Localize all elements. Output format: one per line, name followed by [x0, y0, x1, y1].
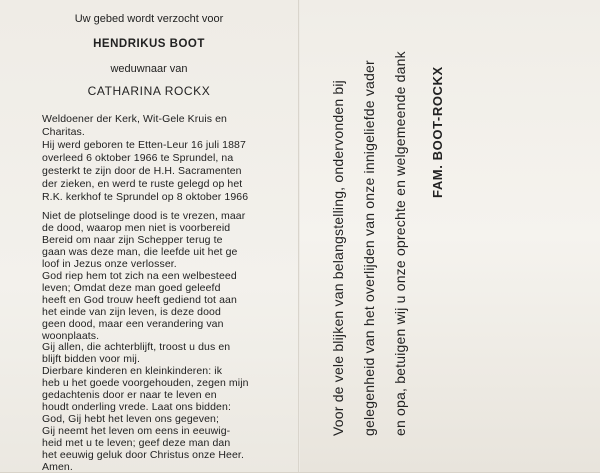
prayer-line: woonplaats. — [42, 329, 100, 342]
prayer-line: het einde van zijn leven, is deze dood — [42, 305, 221, 318]
prayer-line: het eeuwig geluk door Christus onze Heer. — [42, 449, 244, 462]
deceased-name: HENDRIKUS BOOT — [93, 38, 205, 50]
prayer-line: houdt onderling vrede. Laat ons bidden: — [42, 401, 231, 414]
prayer-line: geen dood, maar een verandering van — [42, 317, 224, 330]
bio-line: R.K. kerkhof te Sprundel op 8 oktober 1966 — [42, 191, 249, 203]
spouse-name: CATHARINA ROCKX — [87, 84, 211, 98]
thanks-block — [300, 0, 600, 472]
prayer-line: Dierbare kinderen en kleinkinderen: ik — [42, 365, 223, 378]
prayer-line: Bereid om naar zijn Schepper terug te — [42, 233, 223, 246]
left-page — [0, 0, 298, 472]
bio-line: Hij werd geboren te Etten-Leur 16 juli 1887 — [42, 139, 246, 151]
prayer-line: Gij allen, die achterblijft, troost u dus en — [42, 341, 231, 354]
thanks-line: gelegenheid van het overlijden van onze innigeliefde vader — [361, 60, 377, 436]
bio-line: Weldoener der Kerk, Wit-Gele Kruis en — [42, 113, 227, 125]
family-signature: FAM. BOOT-ROCKX — [430, 66, 445, 198]
prayer-line: gaan was deze man, die leefde uit het ge — [42, 245, 238, 258]
prayer-line: blijft bidden voor mij. — [42, 353, 141, 366]
prayer-line: God riep hem tot zich na een welbesteed — [42, 269, 237, 282]
bio-line: Charitas. — [42, 126, 85, 138]
prayer-line: heid met u te leven; geef deze man dan — [42, 437, 231, 450]
prayer-line: Niet de plotselinge dood is te vrezen, maar — [42, 210, 246, 222]
bio-line: der zieken, en werd te ruste gelegd op het — [42, 178, 243, 190]
prayer-request: Uw gebed wordt verzocht voor — [74, 13, 224, 25]
bio-line: overleed 6 oktober 1966 te Sprundel, na — [42, 152, 234, 164]
relation-line: weduwnaar van — [110, 63, 188, 75]
prayer-line: de dood, waarop men niet is voorbereid — [42, 221, 231, 234]
thanks-line: en opa, betuigen wij u onze oprechte en welgemeende dank — [392, 51, 408, 436]
prayer-line: loof in Jezus onze verlosser. — [42, 257, 177, 270]
prayer-line: heb u het goede voorgehouden, zegen mijn — [42, 377, 249, 390]
prayer-line: God, Gij hebt het leven ons gegeven; — [42, 413, 219, 426]
prayer-line: heeft en God trouw heeft gediend tot aan — [42, 293, 237, 306]
thanks-line: Voor de vele blijken van belangstelling, ondervonden bij — [330, 80, 346, 436]
prayer-line: gedachtenis door er naar te leven en — [42, 389, 217, 402]
prayer-line: Gij neemt het leven om eens in eeuwig- — [42, 425, 231, 438]
prayer-line: Amen. — [42, 461, 73, 473]
prayer-line: leven; Omdat deze man goed geleefd — [42, 281, 221, 294]
bio-line: gesterkt te zijn door de H.H. Sacramenten — [42, 165, 242, 177]
